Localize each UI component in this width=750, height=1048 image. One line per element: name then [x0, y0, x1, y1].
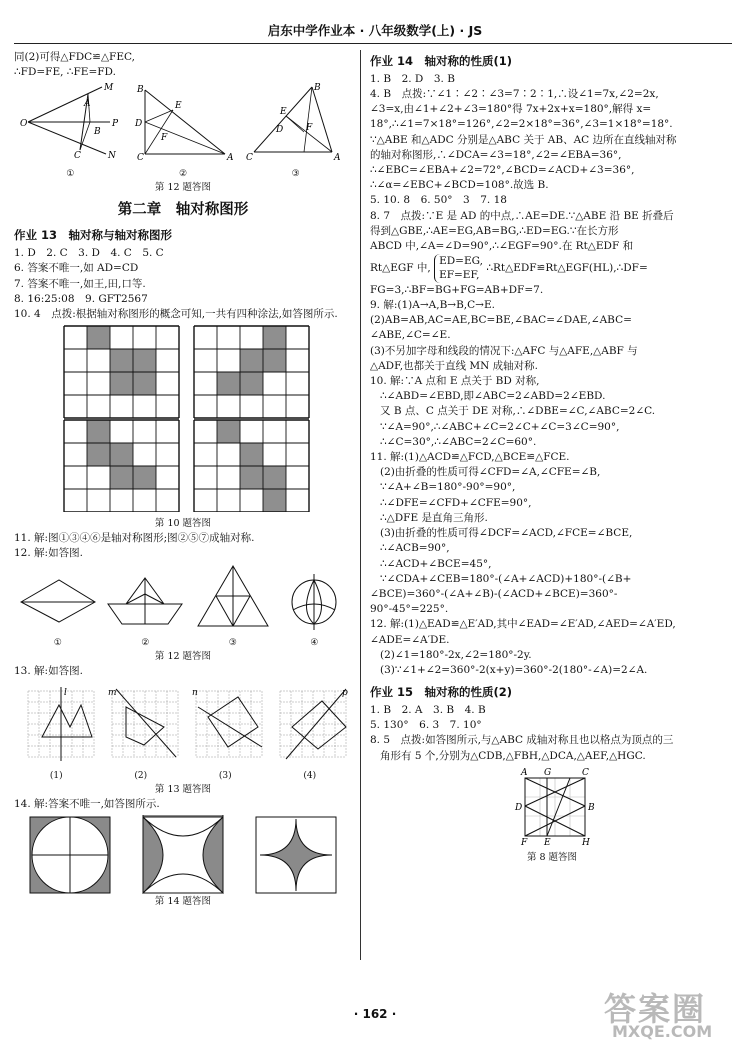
grid-figure [194, 326, 309, 418]
shaded-cell [87, 420, 110, 443]
fig-label: A [226, 153, 233, 163]
homework-title: 作业 15 轴对称的性质(2) [370, 685, 513, 700]
text-line: 90°-45°=225°. [370, 603, 449, 616]
shaded-cell [263, 466, 286, 489]
fig-label: C [245, 153, 253, 163]
fig12b-shapes [14, 562, 352, 650]
shaded-cell [263, 349, 286, 372]
fig-label: E [544, 837, 551, 846]
figure-caption: 第 8 题答图 [526, 852, 578, 864]
text-line: 12. 解:如答图. [14, 547, 83, 560]
fig-label: D [134, 119, 143, 130]
fig-label: B [588, 802, 595, 813]
shaded-cell [110, 349, 133, 372]
shaded-cell [133, 466, 156, 489]
fig12b-panel-2 [104, 572, 186, 650]
fig-label: O [20, 119, 28, 130]
grid-figure [194, 420, 309, 512]
text-line: ∵∠A+∠B=180°-90°=90°, [380, 481, 516, 494]
text-line: 1. B 2. D 3. B [370, 72, 455, 85]
fig12-diagram-3 [246, 82, 346, 162]
text-line: ∴△DFE 是直角三角形. [380, 511, 488, 524]
fig-label: A [84, 99, 91, 110]
text-line: 8. 5 点拨:如答图所示,与△ABC 成轴对称且也以格点为顶点的三 [370, 734, 674, 747]
fig-label: A [333, 153, 341, 163]
figure-caption: 第 12 题答图 [154, 650, 212, 662]
fig12-panel-1 [20, 82, 120, 180]
text-line: 18°,∴∠1=7×18°=126°,∠2=2×18°=36°,∠3=1×18°=18°. [370, 118, 673, 131]
left-column [14, 50, 352, 909]
shaded-cell [217, 372, 240, 395]
fig8-wrap [370, 766, 734, 851]
text-line: 4. B 点拨:∵∠1∶∠2∶∠3=7∶2∶1,∴设∠1=7x,∠2=2x, [370, 87, 659, 100]
shaded-cell [263, 489, 286, 512]
fig-sub-label: ③ [291, 168, 300, 179]
fig12-panel-3 [246, 82, 346, 180]
fig-label: H [582, 837, 590, 846]
fig-label: D [275, 125, 283, 136]
grid-figure [280, 688, 348, 759]
shaded-cell [263, 326, 286, 349]
text-line: ∴∠EBC=∠EBA+∠2=72°,∠BCD=∠ACD+∠3=36°, [370, 163, 635, 176]
half-arcs-shape [139, 815, 227, 895]
text-line: 角形有 5 个,分别为△CDB,△FBH,△DCA,△AEF,△HGC. [380, 749, 646, 762]
text-line: ∵∠CDA+∠CEB=180°-(∠A+∠ACD)+180°-(∠B+ [380, 572, 632, 585]
fig-sub-label: ③ [228, 637, 237, 648]
homework-title: 作业 13 轴对称与轴对称图形 [14, 228, 173, 243]
text-line: ∵∠A=90°,∴∠ABC+∠C=2∠C+∠C=3∠C=90°, [380, 420, 620, 433]
fig12-diagram-1 [20, 82, 120, 162]
q12-block [370, 617, 734, 678]
fig-sub-label: ① [53, 637, 62, 648]
homework-title: 作业 14 轴对称的性质(1) [370, 54, 513, 68]
shaded-cell [133, 349, 156, 372]
fig-sub-label: (3) [218, 771, 232, 782]
fig-label: B [313, 83, 321, 94]
text-line: 1. D 2. C 3. D 4. C 5. C [14, 247, 164, 260]
fig13-grids [14, 679, 352, 765]
fig-sub-label: ② [178, 168, 188, 179]
axis-letter: p [342, 687, 348, 698]
text-line: 8. 16:25:08 9. GFT2567 [14, 292, 148, 305]
fig12-diagram-2 [133, 82, 233, 162]
fig-label: G [544, 767, 552, 778]
text-line: ∠3=x,由∠1+∠2+∠3=180°得 7x+2x+x=180°,解得 x= [370, 103, 652, 116]
text-line [370, 254, 734, 282]
text-fragment: Rt△EGF 中, [370, 262, 431, 275]
text-line: 5. 130° 6. 3 7. 10° [370, 719, 482, 732]
header-rule [14, 43, 732, 44]
shaded-cell [110, 466, 133, 489]
circle-in-square-shape [26, 815, 114, 895]
grid-figure [108, 688, 178, 757]
text-line: ∵△ABE 和△ADC 分别是△ABC 关于 AB、AC 边所在直线轴对称 [370, 133, 677, 146]
text-line: ∴FD=FE, ∴FE=FD. [14, 66, 116, 79]
star-shape [252, 815, 340, 895]
shaded-cell [87, 326, 110, 349]
fig-label: C [136, 153, 144, 163]
fig13-sub-labels [14, 770, 352, 783]
text-line: ∴∠C=30°,∴∠ABC=2∠C=60°. [380, 435, 537, 448]
axis-letter: m [108, 687, 117, 698]
fig-label: N [108, 151, 117, 162]
figure-caption: 第 12 题答图 [154, 181, 212, 193]
text-line: 9. 解:(1)A→A,B→B,C→E. [370, 298, 495, 311]
text-line: 10. 4 点拨:根据轴对称图形的概念可知,一共有四种涂法,如答图所示. [14, 308, 338, 321]
figure-caption: 第 14 题答图 [154, 896, 212, 908]
fig-label: P [112, 119, 119, 130]
fig-label: F [305, 123, 312, 134]
text-line: 6. 答案不唯一,如 AD=CD [14, 262, 139, 275]
fig-label: F [160, 133, 168, 144]
fig-label: B [94, 127, 101, 138]
q10-block [370, 374, 734, 450]
text-line: 10. 解:∵A 点和 E 点关于 BD 对称, [370, 374, 540, 387]
watermark-logo [604, 986, 734, 1041]
text-line: 13. 解:如答图. [14, 664, 83, 677]
shaded-cell [133, 372, 156, 395]
text-line: 8. 7 点拨:∵E 是 AD 的中点,∴AE=DE.∵△ABE 沿 BE 折叠后 [370, 209, 674, 222]
fig-label: A [521, 767, 528, 778]
q8-block [370, 209, 734, 298]
fig14-shapes [14, 815, 352, 895]
fig12b-panel-1 [17, 572, 99, 650]
text-line: 12. 解:(1)△EAD≌△E′AD,其中∠EAD=∠E′AD,∠AED=∠A′ED, [370, 618, 676, 631]
fig-label: B [136, 85, 144, 96]
fig-sub-label: ④ [310, 637, 319, 648]
text-line: (2)AB=AB,AC=AE,BC=BE,∠BAC=∠DAE,∠ABC= [370, 314, 632, 327]
text-line: ∴∠α=∠EBC+∠BCD=108°.故选 B. [370, 179, 549, 192]
grid-figure [64, 326, 179, 418]
shaded-cell [240, 349, 263, 372]
fig12b-panel-3 [192, 562, 274, 650]
q11-block [370, 450, 734, 617]
text-line: ∠BCE)=360°-(∠A+∠B)-(∠ACD+∠BCE)=360°- [370, 588, 618, 601]
right-column [370, 50, 734, 865]
fig-label: D [515, 802, 523, 813]
text-fragment: EF=EF, [439, 269, 480, 282]
trefoil-shape [279, 570, 349, 632]
fig12-panel-2 [133, 82, 233, 180]
text-line: 得到△GBE,∴AE=EG,AB=BG,∴ED=EG.∵在长方形 [370, 224, 619, 237]
triangle-shape [192, 562, 274, 632]
fig-sub-label: ② [141, 637, 150, 648]
shaded-cell [240, 443, 263, 466]
shaded-cell [110, 443, 133, 466]
text-line: 14. 解:答案不唯一,如答图所示. [14, 797, 160, 810]
text-fragment: ED=EG, [439, 255, 483, 268]
page-number: · 162 · [353, 1007, 397, 1021]
watermark-url: MXQE.COM [612, 1022, 713, 1041]
watermark-text: 答案圈 [604, 990, 707, 1028]
grid-figure [28, 687, 94, 761]
text-line: 的轴对称图形,∴∠DCA=∠3=18°,∠2=∠EBA=36°, [370, 148, 622, 161]
text-line: (2)∠1=180°-2x,∠2=180°-2y. [380, 648, 532, 661]
fig-label: E [174, 101, 182, 112]
fig-label: F [521, 837, 528, 846]
text-line: 11. 解:图①③④⑥是轴对称图形;图②⑤⑦成轴对称. [14, 532, 255, 545]
fig-sub-label: (4) [303, 771, 317, 782]
text-line: 同(2)可得△FDC≌△FEC, [14, 51, 136, 63]
text-line: 5. 10. 8 6. 50° 3 7. 18 [370, 194, 507, 207]
shaded-cell [110, 372, 133, 395]
kite-shape [17, 572, 99, 632]
text-line: ∴∠ACB=90°, [380, 542, 450, 555]
figure-caption: 第 13 题答图 [154, 784, 212, 796]
symmetric-figure [42, 705, 92, 737]
text-line: (3)不另加字母和线段的情况下:△AFC 与△AFE,△ABF 与 [370, 344, 638, 357]
chapter-title: 第二章 轴对称图形 [117, 202, 249, 219]
text-line: ∠ABE,∠C=∠E. [370, 329, 451, 342]
figure-caption: 第 10 题答图 [154, 518, 212, 530]
shaded-cell [240, 466, 263, 489]
text-line: (2)由折叠的性质可得∠CFD=∠A,∠CFE=∠B, [380, 466, 601, 479]
q9-block [370, 298, 734, 374]
axis-letter: l [64, 687, 67, 698]
text-line: 又 B 点、C 点关于 DE 对称,∴∠DBE=∠C,∠ABC=2∠C. [380, 405, 656, 418]
text-line: 1. B 2. A 3. B 4. B [370, 704, 486, 716]
text-line: 7. 答案不唯一,如王,田,口等. [14, 277, 146, 290]
paper-boat-shape [104, 572, 186, 632]
fig-sub-label: (1) [49, 771, 63, 782]
grid-figure [192, 688, 262, 757]
axis-letter: n [192, 687, 198, 698]
text-line: ∴∠ACD+∠BCE=45°, [380, 557, 492, 570]
fig-label: E [279, 107, 287, 118]
text-line: ABCD 中,∠A=∠D=90°,∴∠EGF=90°.在 Rt△EDF 和 [370, 240, 634, 253]
fig10-grids [14, 322, 352, 512]
q4-block [370, 87, 734, 194]
header-title: 启东中学作业本 · 八年级数学(上) · JS [267, 23, 483, 38]
text-line: 11. 解:(1)△ACD≌△FCD,△BCE≌△FCE. [370, 451, 570, 464]
fig12b-panel-4 [279, 570, 349, 650]
text-line: ∠ADE=∠A′DE. [370, 633, 450, 646]
shaded-cell [240, 372, 263, 395]
text-line: (3)由折叠的性质可得∠DCF=∠ACD,∠FCE=∠BCE, [380, 527, 633, 540]
text-line: (3)∵∠1+∠2=360°-2(x+y)=360°-2(180°-∠A)=2∠A. [380, 664, 648, 677]
fig-sub-label: (2) [134, 771, 148, 782]
shaded-cell [87, 443, 110, 466]
text-line: △ADF,也都关于直线 MN 成轴对称. [370, 359, 539, 372]
text-line: ∴∠DFE=∠CFD+∠CFE=90°, [380, 496, 532, 509]
fig-label: M [104, 83, 114, 94]
equation-brace [434, 254, 483, 282]
column-divider [360, 50, 361, 960]
fig8-lattice-diagram [507, 766, 597, 846]
fig-sub-label: ① [66, 168, 75, 179]
page-header [0, 0, 750, 48]
fig-label: C [74, 151, 82, 162]
text-line: ∴∠ABD=∠EBD,即∠ABC=2∠ABD=2∠EBD. [380, 390, 606, 403]
shaded-cell [217, 420, 240, 443]
fig12-geometry [14, 82, 352, 180]
fig-label: C [582, 767, 589, 778]
text-fragment: ∴Rt△EDF≌Rt△EGF(HL),∴DF= [486, 262, 648, 275]
grid-figure [64, 420, 179, 512]
text-line: FG=3,∴BF=BG+FG=AB+DF=7. [370, 283, 544, 296]
